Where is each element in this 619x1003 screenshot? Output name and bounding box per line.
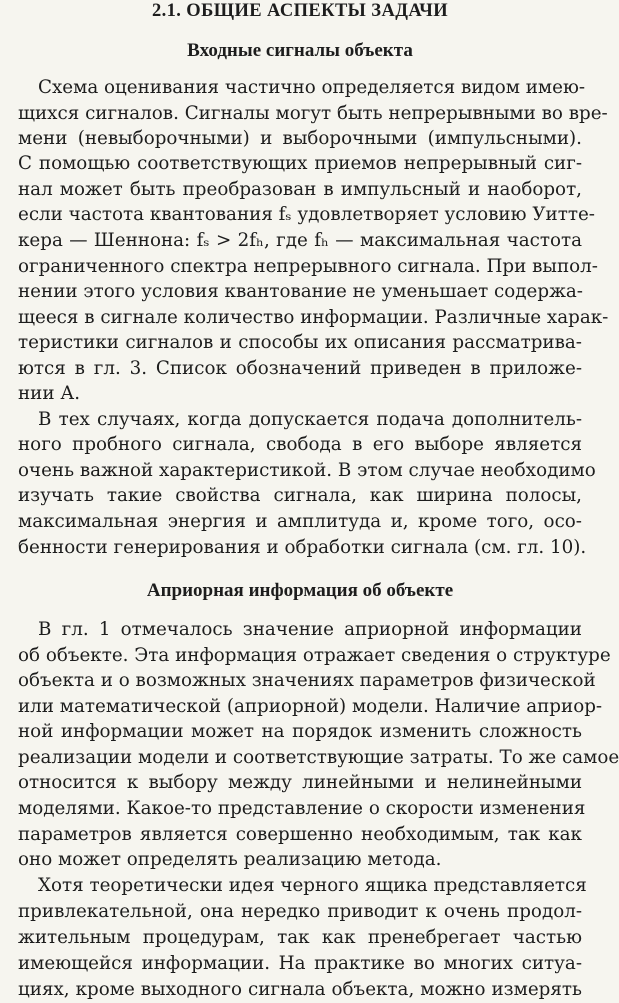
text-line: имеющейся информации. На практике во многих ситуа- (18, 953, 582, 974)
subsection-title-input-signals: Входные сигналы объекта (187, 40, 413, 61)
section-title: 2.1. ОБЩИЕ АСПЕКТЫ ЗАДАЧИ (151, 1, 449, 21)
text-line: если частота квантования fₛ удовлетворяет условию Уиттe- (18, 204, 595, 225)
text-line: или математической (априорной) модели. Наличие априор- (18, 696, 603, 717)
text-line: мени (невыборочными) и выборочными (импульсными). (18, 128, 582, 149)
text-line: об объекте. Эта информация отражает сведения о структуре (18, 645, 611, 666)
text-line: моделями. Какое-то представление о скорости изменения (18, 798, 586, 819)
text-line: теристики сигналов и способы их описания рассматрива- (18, 332, 582, 353)
subsection-title-apriori-info: Априорная информация об объекте (146, 580, 454, 601)
text-line: оно может определять реализацию метода. (18, 849, 442, 870)
text-line: Хотя теоретически идея черного ящика представляется (38, 875, 587, 896)
text-line: максимальная энергия и амплитуда и, кроме того, осо- (18, 511, 582, 532)
text-line: кера — Шеннона: fₛ > 2fₕ, где fₕ — максимальная частота (18, 230, 582, 251)
text-line: объекта и о возможных значениях параметров физической (18, 670, 596, 691)
text-line: С помощью соответствующих приемов непрерывный сиг- (18, 153, 582, 174)
text-line: жительным процедурам, так как пренебрегает частью (18, 927, 582, 948)
text-line: В тех случаях, когда допускается подача дополнитель- (38, 409, 582, 430)
text-line: параметров является совершенно необходимым, так как (18, 824, 582, 845)
text-line: очень важной характеристикой. В этом случае необходимо (18, 460, 596, 481)
text-line: ются в гл. 3. Список обозначений приведен в приложе- (18, 358, 582, 379)
text-line: нал может быть преобразован в импульсный и наоборот, (18, 179, 582, 200)
text-line: В гл. 1 отмечалось значение априорной информации (38, 619, 582, 640)
text-line: реализации модели и соответствующие затраты. То же самое (18, 747, 619, 768)
text-line: ной информации может на порядок изменить сложность (18, 721, 582, 742)
text-line: бенности генерирования и обработки сигнала (см. гл. 10). (18, 537, 587, 558)
text-line: изучать такие свойства сигнала, как ширина полосы, (18, 485, 582, 506)
text-line: ограниченного спектра непрерывного сигнала. При выпол- (18, 256, 598, 277)
text-line: нении этого условия квантование не уменьшает содержа- (18, 281, 583, 302)
text-line: Схема оценивания частично определяется видом имею- (38, 77, 586, 98)
text-line: привлекательной, она нередко приводит к очень продол- (18, 901, 582, 922)
text-line: относится к выбору между линейными и нелинейными (18, 772, 582, 793)
text-line: нии А. (18, 383, 81, 404)
text-line: ного пробного сигнала, свобода в его выборе является (18, 434, 582, 455)
text-line: циях, кроме выходного сигнала объекта, можно измерять (18, 979, 582, 1000)
text-line: щееся в сигнале количество информации. Различные харак- (18, 307, 609, 328)
text-line: щихся сигналов. Сигналы могут быть непрерывными во вре- (18, 103, 608, 124)
